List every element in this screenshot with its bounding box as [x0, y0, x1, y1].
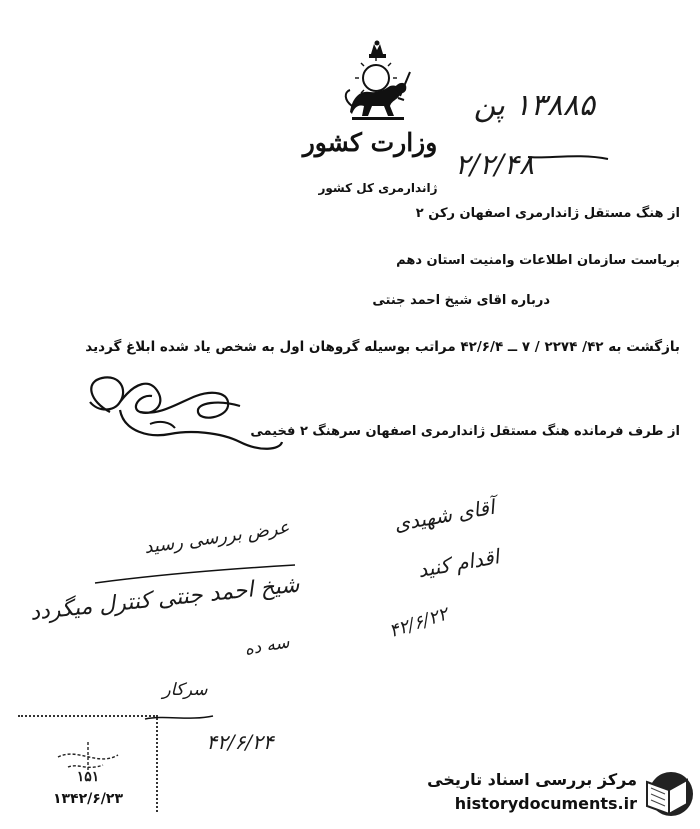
note-bottom-date: ۴۲/۶/۲۴ — [206, 730, 274, 754]
note-bottom-initial: سرکار — [162, 680, 208, 700]
reference-line: بازگشت به ۴۲/ ۲۲۷۴ / ۷ ــ ۴۲/۶/۴ مراتب بوسیله گروهان اول به شخص یاد شده ابلاغ گردید — [85, 339, 680, 355]
department-title: ژاندارمری کل کشور — [318, 181, 438, 195]
lion-and-sun-emblem — [338, 40, 416, 120]
note-right-middle: اقدام کنید — [415, 544, 501, 583]
signature — [80, 372, 285, 462]
note-left-bottom: سه ده — [243, 632, 292, 660]
handwritten-number-top: ۱۳۸۸۵ پن — [473, 88, 595, 123]
number-underline — [528, 148, 613, 160]
handwritten-number-second: ۲/۲/۴۸ — [455, 148, 535, 181]
note-left-top: عرض بررسی رسید — [142, 516, 291, 559]
subject-line: درباره اقای شیخ احمد جنتی — [372, 293, 550, 308]
note-left-middle: شیخ احمد جنتی کنترل میگردد — [28, 572, 301, 626]
receipt-stamp — [18, 715, 158, 812]
to-line: بریاست سازمان اطلاعات وامنیت استان دهم — [396, 253, 680, 268]
watermark-url: historydocuments.ir — [454, 794, 637, 813]
note-right-top: آقای شهیدی — [392, 494, 497, 537]
watermark-title: مرکز بررسی اسناد تاریخی — [427, 770, 637, 789]
ministry-title: وزارت کشور — [302, 128, 438, 157]
receipt-stamp-date: ۱۳۴۲/۶/۲۳ — [52, 791, 124, 807]
receipt-stamp-number: ۱۵۱ — [76, 769, 100, 785]
watermark-logo-icon — [643, 768, 693, 820]
receipt-stamp-scribble — [48, 737, 128, 777]
note-right-bottom: ۴۲/۶/۲۲ — [386, 603, 451, 643]
sign-off-line: از طرف فرمانده هنگ مستقل ژاندارمری اصفهان سرهنگ ۲ فخیمی — [250, 424, 680, 439]
from-line: از هنگ مستقل ژاندارمری اصفهان رکن ۲ — [415, 206, 680, 221]
watermark — [415, 768, 695, 823]
